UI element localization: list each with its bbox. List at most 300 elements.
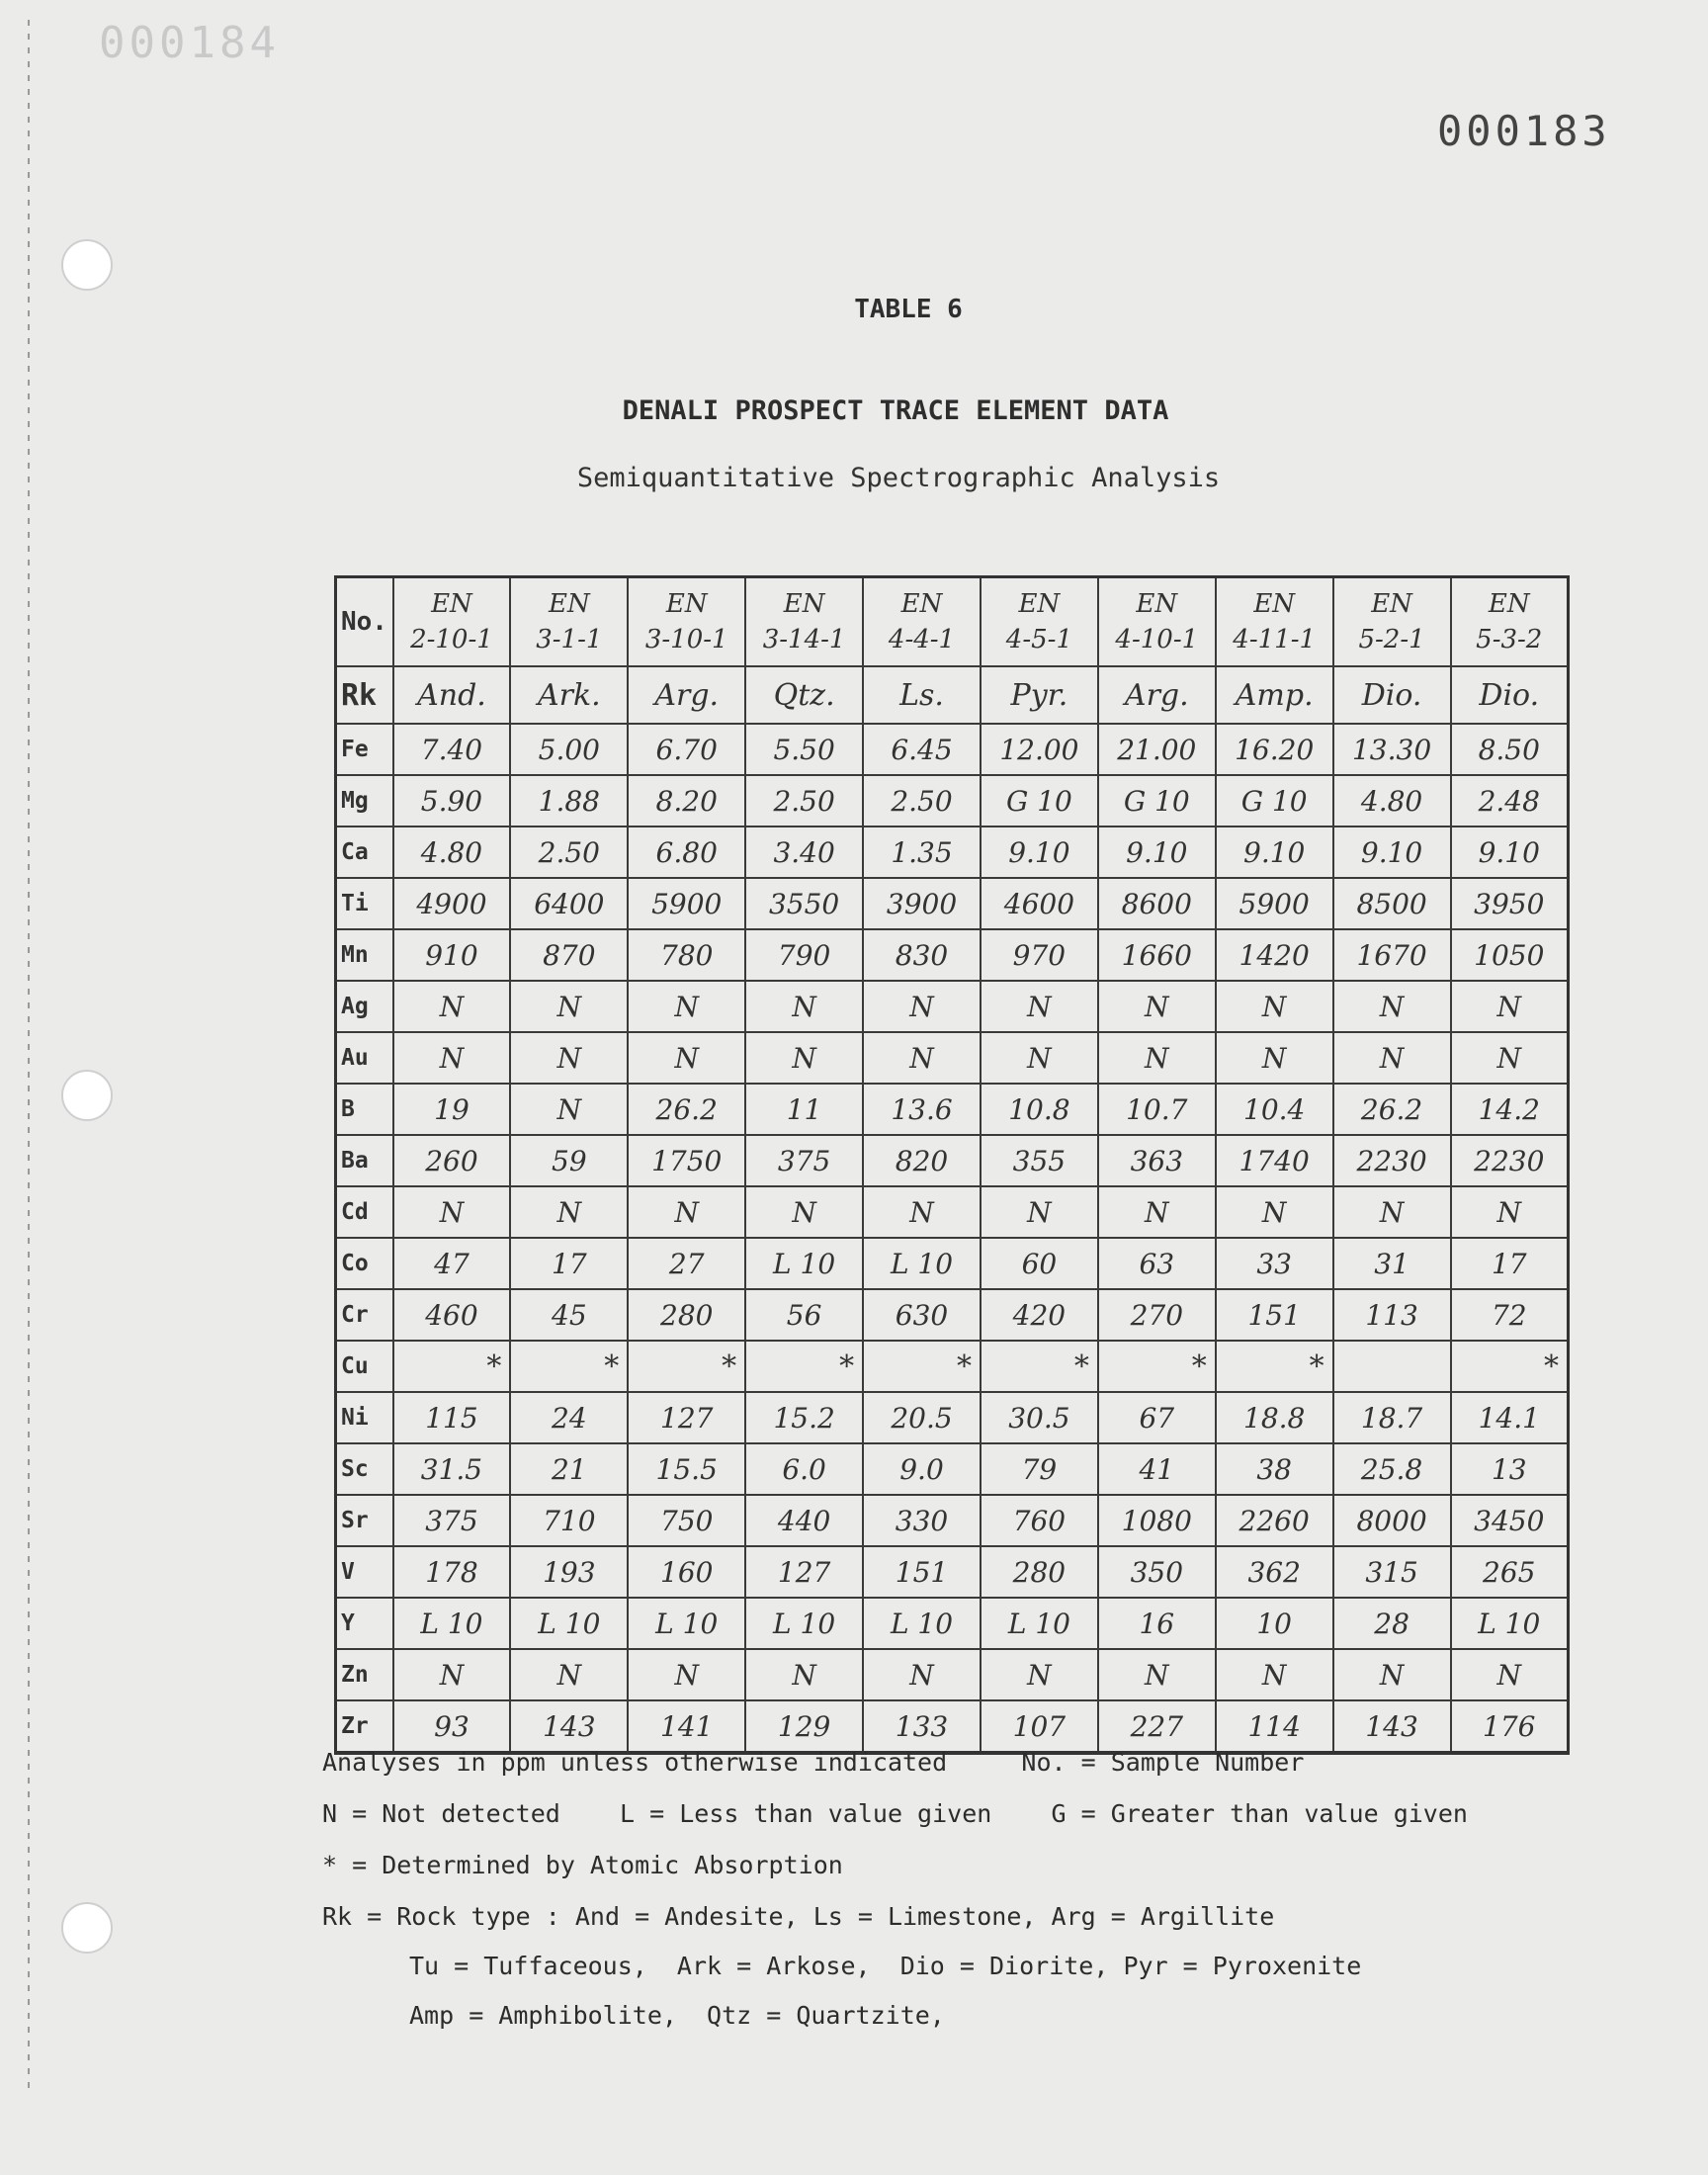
table-cell: G 10 — [1098, 775, 1216, 826]
table-cell: 4.80 — [1333, 775, 1451, 826]
note-line: Rk = Rock type : And = Andesite, Ls = Limestone, Arg = Argillite — [322, 1902, 1275, 1931]
table-cell: N — [393, 1186, 511, 1238]
table-cell: L 10 — [628, 1598, 745, 1649]
table-cell: Ls. — [863, 666, 981, 724]
table-cell: 790 — [745, 929, 863, 981]
sample-prefix: EN — [1018, 589, 1061, 619]
table-cell — [1333, 1341, 1451, 1392]
sample-prefix: EN — [783, 589, 825, 619]
sample-number-cell — [1098, 577, 1216, 667]
table-cell: 26.2 — [1333, 1084, 1451, 1135]
table-cell: Ark. — [510, 666, 628, 724]
table-cell: N — [1098, 1032, 1216, 1084]
row-label: Y — [336, 1598, 393, 1649]
table-cell: N — [981, 1649, 1098, 1700]
table-cell: 265 — [1451, 1546, 1569, 1598]
table-cell: N — [1333, 1186, 1451, 1238]
table-cell: * — [981, 1341, 1098, 1392]
table-row — [336, 1135, 1569, 1186]
sample-id: 5-2-1 — [1358, 625, 1425, 654]
table-row — [336, 1546, 1569, 1598]
table-row — [336, 775, 1569, 826]
table-cell: 1660 — [1098, 929, 1216, 981]
row-label: Mn — [336, 929, 393, 981]
table-cell: 2.48 — [1451, 775, 1569, 826]
table-cell: 9.10 — [1451, 826, 1569, 878]
table-row — [336, 1186, 1569, 1238]
sample-number-cell — [393, 577, 511, 667]
table-cell: N — [628, 1186, 745, 1238]
table-cell: 127 — [745, 1546, 863, 1598]
table-row — [336, 1238, 1569, 1289]
table-cell: N — [510, 1084, 628, 1135]
row-label: Ba — [336, 1135, 393, 1186]
punch-hole-icon — [61, 1902, 113, 1954]
table-cell: 350 — [1098, 1546, 1216, 1598]
table-cell: 6.70 — [628, 724, 745, 775]
table-cell: 6.80 — [628, 826, 745, 878]
table-cell: 6.45 — [863, 724, 981, 775]
table-cell: 30.5 — [981, 1392, 1098, 1443]
sample-prefix: EN — [548, 589, 590, 619]
table-cell: 3900 — [863, 878, 981, 929]
ghost-page-number: 000184 — [99, 18, 280, 68]
table-cell: 21 — [510, 1443, 628, 1495]
table-cell: L 10 — [863, 1238, 981, 1289]
table-cell: 19 — [393, 1084, 511, 1135]
table-cell: 10.8 — [981, 1084, 1098, 1135]
table-cell: * — [745, 1341, 863, 1392]
sample-id: 4-5-1 — [1005, 625, 1072, 654]
note-line: N = Not detected L = Less than value given G = Greater than value given — [322, 1799, 1468, 1828]
table-cell: 970 — [981, 929, 1098, 981]
table-cell: N — [863, 1032, 981, 1084]
table-cell: 8.50 — [1451, 724, 1569, 775]
table-row — [336, 1598, 1569, 1649]
table-row — [336, 1084, 1569, 1135]
table-cell: 151 — [1216, 1289, 1333, 1341]
table-cell: Dio. — [1333, 666, 1451, 724]
table-cell: N — [745, 1032, 863, 1084]
table-row — [336, 724, 1569, 775]
table-cell: 12.00 — [981, 724, 1098, 775]
table-cell: N — [981, 1186, 1098, 1238]
table-cell: 5900 — [628, 878, 745, 929]
table-cell: 18.8 — [1216, 1392, 1333, 1443]
table-cell: 10.4 — [1216, 1084, 1333, 1135]
row-label: Co — [336, 1238, 393, 1289]
sample-prefix: EN — [1488, 589, 1530, 619]
page-title: DENALI PROSPECT TRACE ELEMENT DATA — [622, 395, 1169, 426]
row-label: Ca — [336, 826, 393, 878]
table-cell: N — [745, 1186, 863, 1238]
table-cell: 2230 — [1451, 1135, 1569, 1186]
table-cell: 143 — [510, 1700, 628, 1753]
table-row — [336, 929, 1569, 981]
table-cell: N — [981, 981, 1098, 1032]
table-cell: 630 — [863, 1289, 981, 1341]
table-cell: 440 — [745, 1495, 863, 1546]
table-cell: L 10 — [1451, 1598, 1569, 1649]
table-cell: 820 — [863, 1135, 981, 1186]
table-cell: 7.40 — [393, 724, 511, 775]
table-cell: 107 — [981, 1700, 1098, 1753]
table-cell: N — [510, 981, 628, 1032]
table-cell: 141 — [628, 1700, 745, 1753]
table-cell: 1080 — [1098, 1495, 1216, 1546]
table-cell: L 10 — [510, 1598, 628, 1649]
table-cell: 330 — [863, 1495, 981, 1546]
table-cell: N — [1451, 981, 1569, 1032]
table-cell: N — [1451, 1649, 1569, 1700]
table-cell: 355 — [981, 1135, 1098, 1186]
table-cell: 63 — [1098, 1238, 1216, 1289]
table-cell: 47 — [393, 1238, 511, 1289]
note-line: Tu = Tuffaceous, Ark = Arkose, Dio = Diorite, Pyr = Pyroxenite — [409, 1952, 1362, 1980]
table-cell: N — [745, 1649, 863, 1700]
table-cell: 31.5 — [393, 1443, 511, 1495]
table-cell: 227 — [1098, 1700, 1216, 1753]
table-cell: 178 — [393, 1546, 511, 1598]
sample-number-cell — [1333, 577, 1451, 667]
table-number: TABLE 6 — [854, 295, 963, 324]
table-cell: 38 — [1216, 1443, 1333, 1495]
table-cell: Arg. — [1098, 666, 1216, 724]
table-cell: 1050 — [1451, 929, 1569, 981]
table-cell: 375 — [393, 1495, 511, 1546]
table-cell: 151 — [863, 1546, 981, 1598]
table-cell: 9.10 — [1098, 826, 1216, 878]
row-label: Cr — [336, 1289, 393, 1341]
sample-id: 3-14-1 — [762, 625, 846, 654]
sample-number-cell — [1451, 577, 1569, 667]
table-cell: 315 — [1333, 1546, 1451, 1598]
sample-id: 4-4-1 — [888, 625, 956, 654]
table-cell: 143 — [1333, 1700, 1451, 1753]
table-cell: 280 — [981, 1546, 1098, 1598]
table-cell: N — [1098, 981, 1216, 1032]
table-row — [336, 1495, 1569, 1546]
table-cell: G 10 — [981, 775, 1098, 826]
table-cell: 10 — [1216, 1598, 1333, 1649]
table-cell: 16 — [1098, 1598, 1216, 1649]
table-cell: 59 — [510, 1135, 628, 1186]
table-row — [336, 878, 1569, 929]
table-cell: 133 — [863, 1700, 981, 1753]
table-cell: N — [393, 1032, 511, 1084]
table-row — [336, 1341, 1569, 1392]
sample-number-cell — [510, 577, 628, 667]
table-cell: 13.30 — [1333, 724, 1451, 775]
row-label: Ti — [336, 878, 393, 929]
table-cell: 2230 — [1333, 1135, 1451, 1186]
table-cell: 260 — [393, 1135, 511, 1186]
table-cell: 21.00 — [1098, 724, 1216, 775]
sample-number-cell — [981, 577, 1098, 667]
table-cell: 93 — [393, 1700, 511, 1753]
table-cell: N — [393, 1649, 511, 1700]
table-cell: 28 — [1333, 1598, 1451, 1649]
table-cell: 16.20 — [1216, 724, 1333, 775]
table-cell: 115 — [393, 1392, 511, 1443]
table-cell: 8500 — [1333, 878, 1451, 929]
table-cell: 2.50 — [510, 826, 628, 878]
table-cell: 176 — [1451, 1700, 1569, 1753]
page-subtitle: Semiquantitative Spectrographic Analysis — [576, 463, 1221, 493]
table-cell: 27 — [628, 1238, 745, 1289]
table-cell: Amp. — [1216, 666, 1333, 724]
table-cell: 14.2 — [1451, 1084, 1569, 1135]
punch-hole-icon — [61, 239, 113, 291]
table-cell: 3450 — [1451, 1495, 1569, 1546]
row-label: B — [336, 1084, 393, 1135]
table-cell: 10.7 — [1098, 1084, 1216, 1135]
table-cell: 2260 — [1216, 1495, 1333, 1546]
table-cell: 2.50 — [745, 775, 863, 826]
table-cell: 6.0 — [745, 1443, 863, 1495]
sample-prefix: EN — [1253, 589, 1296, 619]
table-cell: 270 — [1098, 1289, 1216, 1341]
punch-hole-icon — [61, 1070, 113, 1121]
table-cell: 3.40 — [745, 826, 863, 878]
table-cell: 26.2 — [628, 1084, 745, 1135]
sample-number-cell — [863, 577, 981, 667]
sample-number-cell — [1216, 577, 1333, 667]
sample-prefix: EN — [900, 589, 943, 619]
table-cell: 4600 — [981, 878, 1098, 929]
table-cell: L 10 — [745, 1238, 863, 1289]
row-label: Fe — [336, 724, 393, 775]
table-cell: 1740 — [1216, 1135, 1333, 1186]
row-label: Cd — [336, 1186, 393, 1238]
table-cell: 830 — [863, 929, 981, 981]
row-label: Sr — [336, 1495, 393, 1546]
table-cell: 31 — [1333, 1238, 1451, 1289]
table-cell: 910 — [393, 929, 511, 981]
table-cell: 2.50 — [863, 775, 981, 826]
sample-id: 5-3-2 — [1476, 625, 1543, 654]
sample-prefix: EN — [1136, 589, 1178, 619]
table-cell: 362 — [1216, 1546, 1333, 1598]
margin-line — [28, 20, 30, 2096]
sample-number-cell — [745, 577, 863, 667]
table-cell: 9.10 — [1333, 826, 1451, 878]
table-cell: 127 — [628, 1392, 745, 1443]
table-cell: 193 — [510, 1546, 628, 1598]
table-row — [336, 1443, 1569, 1495]
table-row — [336, 981, 1569, 1032]
table-cell: N — [510, 1032, 628, 1084]
table-cell: 15.5 — [628, 1443, 745, 1495]
note-line: Amp = Amphibolite, Qtz = Quartzite, — [409, 2001, 945, 2030]
header-label: No. — [336, 577, 393, 667]
table-cell: * — [1216, 1341, 1333, 1392]
table-cell: N — [393, 981, 511, 1032]
table-cell: 9.10 — [981, 826, 1098, 878]
table-cell: N — [628, 1649, 745, 1700]
table-cell: 67 — [1098, 1392, 1216, 1443]
table-cell: N — [510, 1186, 628, 1238]
table-cell: 375 — [745, 1135, 863, 1186]
table-cell: N — [1216, 1032, 1333, 1084]
table-cell: 5.50 — [745, 724, 863, 775]
table-cell: 17 — [510, 1238, 628, 1289]
table-cell: 1.88 — [510, 775, 628, 826]
table-cell: 280 — [628, 1289, 745, 1341]
table-cell: 13.6 — [863, 1084, 981, 1135]
table-cell: 3950 — [1451, 878, 1569, 929]
table-cell: 5900 — [1216, 878, 1333, 929]
table-cell: 710 — [510, 1495, 628, 1546]
page-number: 000183 — [1437, 107, 1611, 155]
table-cell: 41 — [1098, 1443, 1216, 1495]
table-cell: 18.7 — [1333, 1392, 1451, 1443]
table-row — [336, 1289, 1569, 1341]
row-label: Sc — [336, 1443, 393, 1495]
sample-id: 3-1-1 — [536, 625, 603, 654]
table-cell: N — [1333, 1032, 1451, 1084]
table-cell: 114 — [1216, 1700, 1333, 1753]
table-cell: N — [1451, 1186, 1569, 1238]
table-cell: * — [393, 1341, 511, 1392]
table-cell: 60 — [981, 1238, 1098, 1289]
table-cell: N — [1098, 1649, 1216, 1700]
sample-id: 3-10-1 — [644, 625, 728, 654]
row-label: Cu — [336, 1341, 393, 1392]
table-cell: N — [745, 981, 863, 1032]
row-label: Ni — [336, 1392, 393, 1443]
sample-id: 4-11-1 — [1233, 625, 1317, 654]
sample-prefix: EN — [431, 589, 472, 619]
table-row — [336, 1392, 1569, 1443]
table-cell: N — [863, 1649, 981, 1700]
table-cell: * — [628, 1341, 745, 1392]
table-row — [336, 666, 1569, 724]
row-label: Zn — [336, 1649, 393, 1700]
table-cell: Pyr. — [981, 666, 1098, 724]
table-cell: 113 — [1333, 1289, 1451, 1341]
table-cell: 160 — [628, 1546, 745, 1598]
sample-id: 4-10-1 — [1115, 625, 1199, 654]
table-cell: 6400 — [510, 878, 628, 929]
table-cell: L 10 — [393, 1598, 511, 1649]
table-cell: 8.20 — [628, 775, 745, 826]
table-cell: 1670 — [1333, 929, 1451, 981]
table-cell: 15.2 — [745, 1392, 863, 1443]
table-row — [336, 1700, 1569, 1753]
table-cell: 20.5 — [863, 1392, 981, 1443]
table-cell: L 10 — [745, 1598, 863, 1649]
table-cell: * — [1451, 1341, 1569, 1392]
table-cell: G 10 — [1216, 775, 1333, 826]
row-label: Rk — [336, 666, 393, 724]
table-cell: 13 — [1451, 1443, 1569, 1495]
table-cell: Qtz. — [745, 666, 863, 724]
table-cell: 72 — [1451, 1289, 1569, 1341]
table-cell: 1750 — [628, 1135, 745, 1186]
table-cell: 870 — [510, 929, 628, 981]
table-cell: 9.0 — [863, 1443, 981, 1495]
row-label: Zr — [336, 1700, 393, 1753]
table-cell: 33 — [1216, 1238, 1333, 1289]
table-row — [336, 1649, 1569, 1700]
table-cell: N — [628, 1032, 745, 1084]
table-cell: N — [510, 1649, 628, 1700]
table-cell: N — [981, 1032, 1098, 1084]
table-cell: L 10 — [863, 1598, 981, 1649]
trace-element-table — [334, 575, 1570, 1755]
table-cell: Dio. — [1451, 666, 1569, 724]
table-cell: * — [510, 1341, 628, 1392]
table-cell: 5.00 — [510, 724, 628, 775]
table-cell: N — [1216, 1649, 1333, 1700]
row-label: Mg — [336, 775, 393, 826]
table-cell: Arg. — [628, 666, 745, 724]
table-cell: 8000 — [1333, 1495, 1451, 1546]
table-cell: N — [1098, 1186, 1216, 1238]
table-cell: N — [863, 1186, 981, 1238]
table-cell: 4900 — [393, 878, 511, 929]
table-cell: N — [628, 981, 745, 1032]
note-line: Analyses in ppm unless otherwise indicated No. = Sample Number — [322, 1748, 1305, 1777]
table-cell: 11 — [745, 1084, 863, 1135]
table-cell: N — [1216, 981, 1333, 1032]
sample-number-cell — [628, 577, 745, 667]
table-cell: 1.35 — [863, 826, 981, 878]
table-cell: * — [1098, 1341, 1216, 1392]
table-cell: 780 — [628, 929, 745, 981]
table-header-row — [336, 577, 1569, 667]
table-cell: 24 — [510, 1392, 628, 1443]
note-line: * = Determined by Atomic Absorption — [322, 1851, 843, 1879]
table-cell: 760 — [981, 1495, 1098, 1546]
row-label: Ag — [336, 981, 393, 1032]
table-cell: 750 — [628, 1495, 745, 1546]
sample-id: 2-10-1 — [410, 625, 493, 654]
table-cell: N — [1333, 981, 1451, 1032]
table-row — [336, 1032, 1569, 1084]
row-label: V — [336, 1546, 393, 1598]
table-cell: N — [863, 981, 981, 1032]
table-cell: 56 — [745, 1289, 863, 1341]
row-label: Au — [336, 1032, 393, 1084]
table-cell: N — [1333, 1649, 1451, 1700]
table-cell: L 10 — [981, 1598, 1098, 1649]
table-cell: 129 — [745, 1700, 863, 1753]
table-cell: N — [1451, 1032, 1569, 1084]
table-cell: 5.90 — [393, 775, 511, 826]
table-cell: 363 — [1098, 1135, 1216, 1186]
table-cell: N — [1216, 1186, 1333, 1238]
table-cell: And. — [393, 666, 511, 724]
table-row — [336, 826, 1569, 878]
sample-prefix: EN — [1371, 589, 1412, 619]
table-cell: 45 — [510, 1289, 628, 1341]
table-cell: 9.10 — [1216, 826, 1333, 878]
table-cell: * — [863, 1341, 981, 1392]
table-cell: 4.80 — [393, 826, 511, 878]
sample-prefix: EN — [665, 589, 708, 619]
table-cell: 17 — [1451, 1238, 1569, 1289]
table-cell: 25.8 — [1333, 1443, 1451, 1495]
table-cell: 1420 — [1216, 929, 1333, 981]
table-cell: 3550 — [745, 878, 863, 929]
table-cell: 8600 — [1098, 878, 1216, 929]
table-cell: 14.1 — [1451, 1392, 1569, 1443]
table-cell: 79 — [981, 1443, 1098, 1495]
table-cell: 420 — [981, 1289, 1098, 1341]
table-cell: 460 — [393, 1289, 511, 1341]
